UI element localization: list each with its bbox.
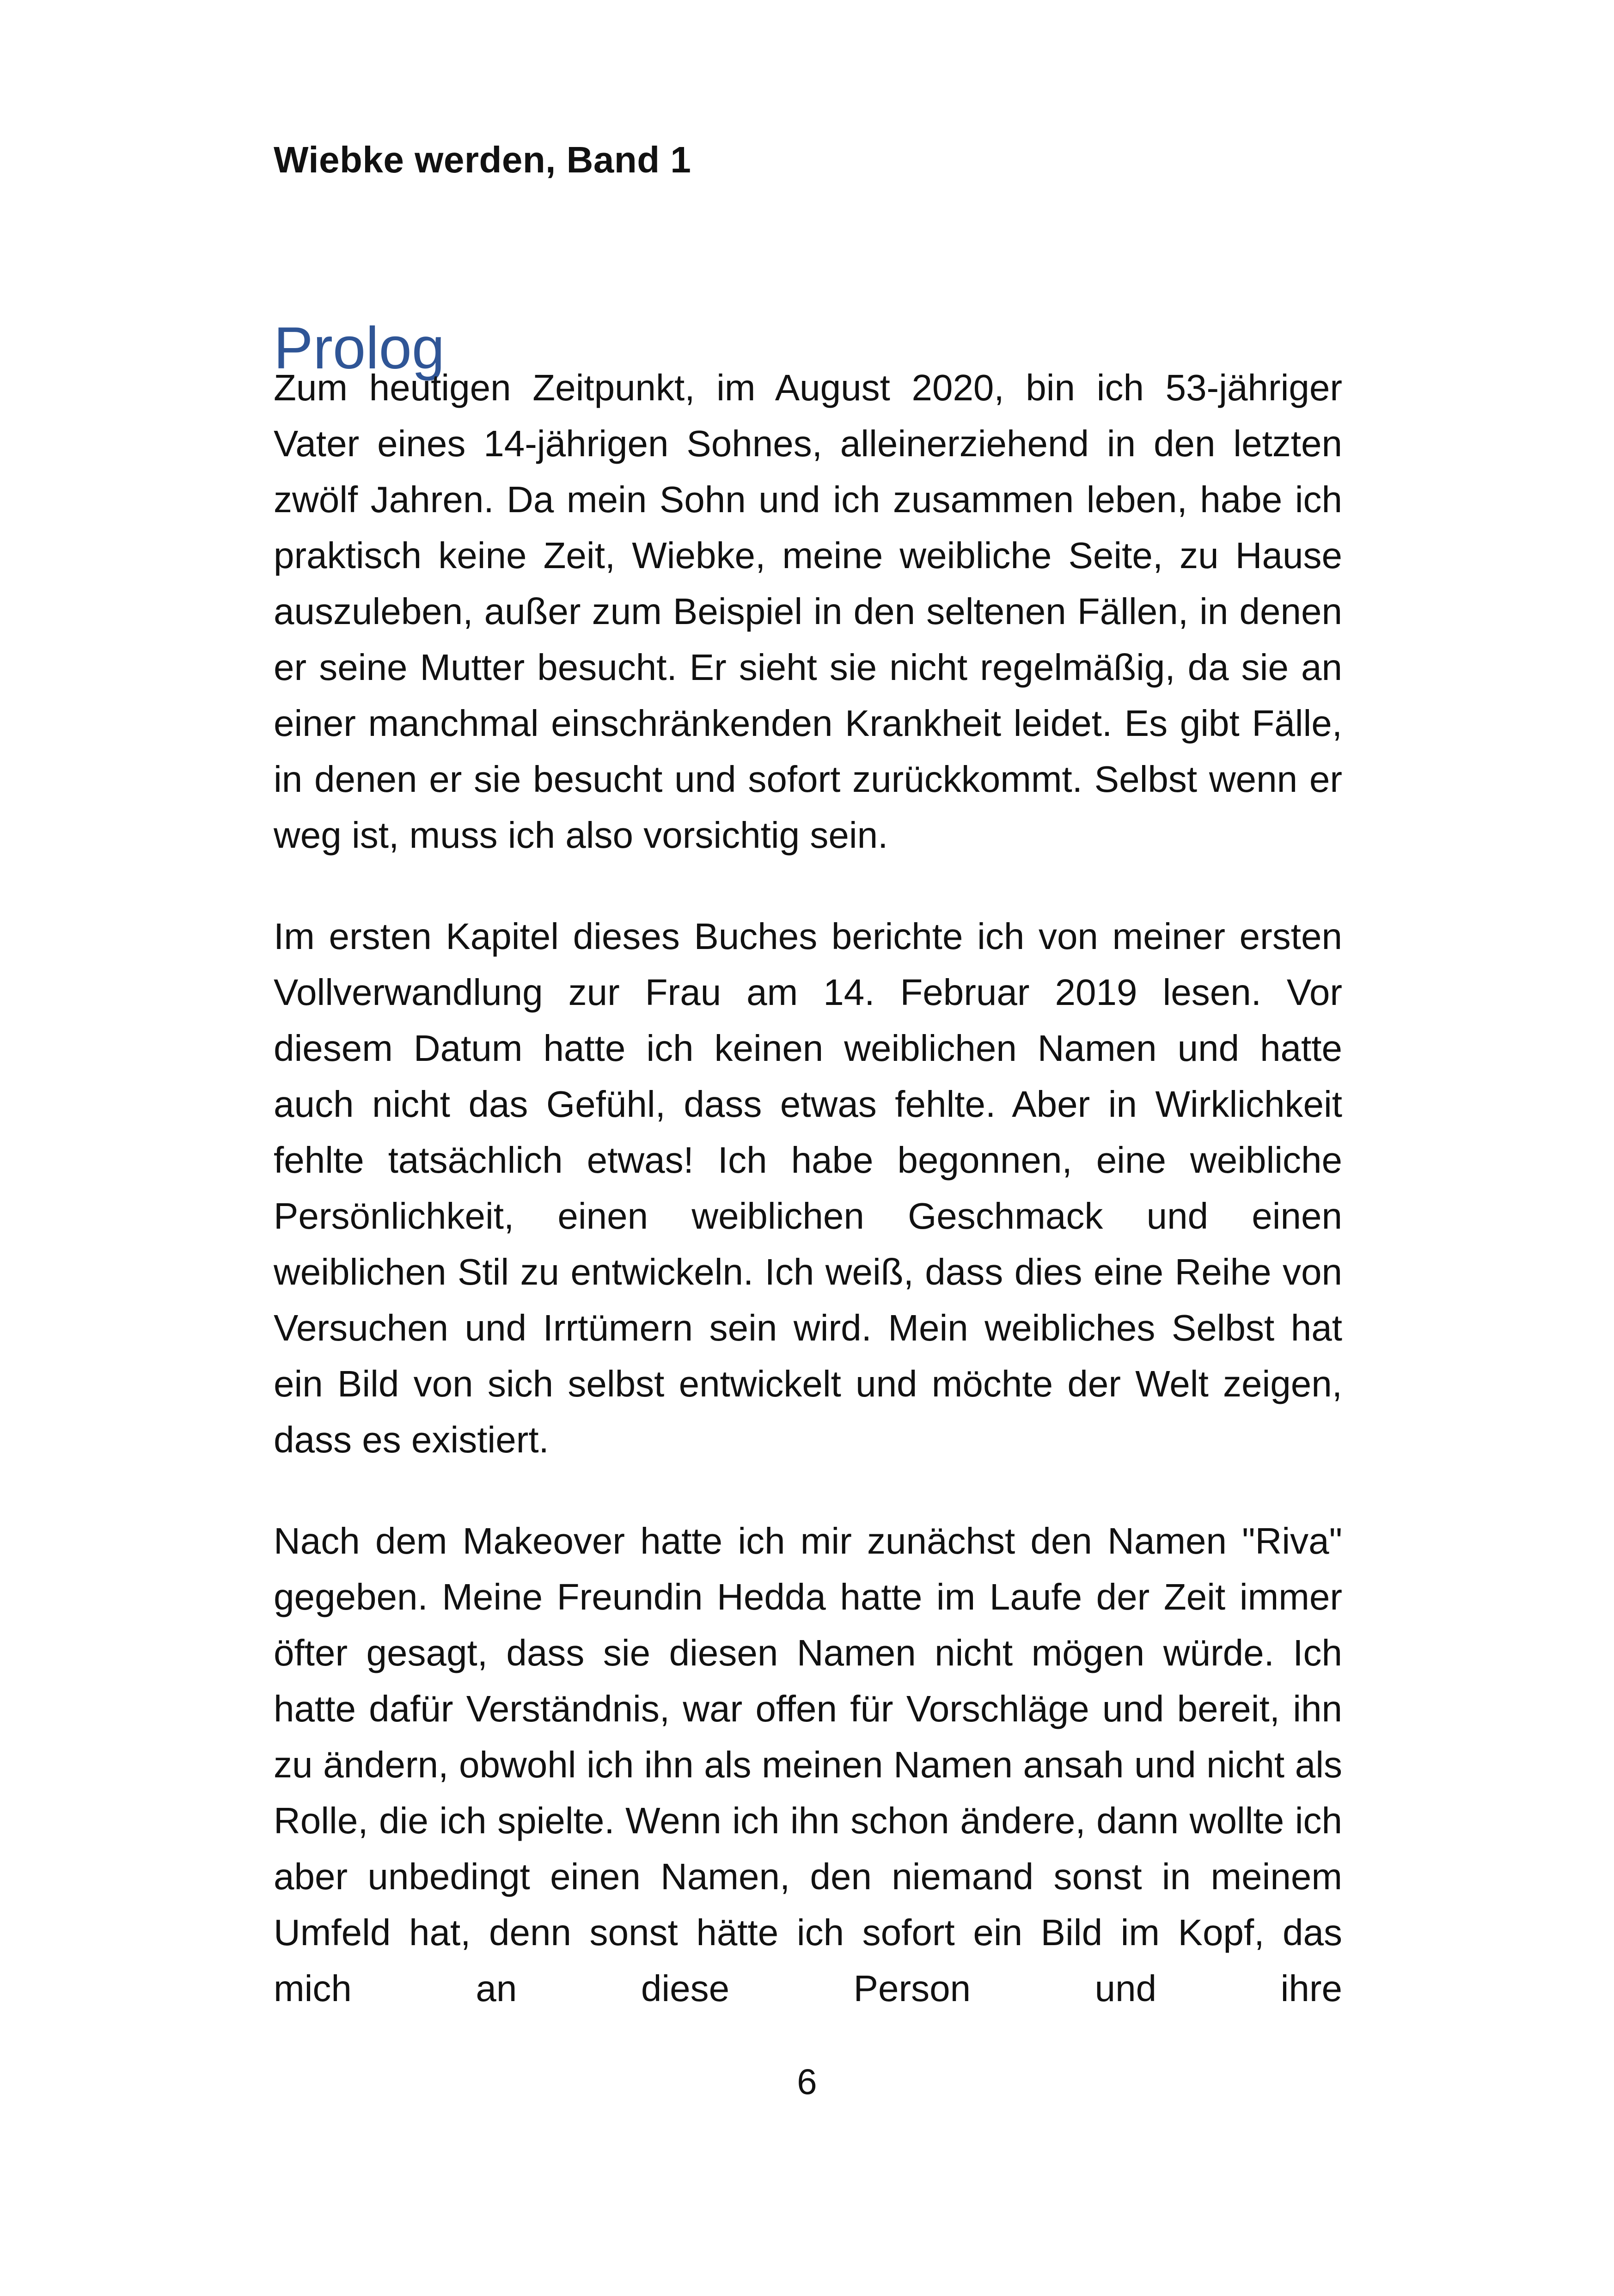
paragraph: Im ersten Kapitel dieses Buches berichte ich von meiner ersten Vollverwandlung zur Frau am 14. Februar 2019 lesen. Vor diesem Datum hatte ich keinen weiblichen Namen und hatte auch nicht das Gefühl, dass etwas fehlte. Aber in Wirklichkeit fehlte tatsächlich etwas! Ich habe begonnen, eine weibliche Persönlichkeit, einen weiblichen Geschmack und einen weiblichen Stil zu entwickeln. Ich weiß, dass dies eine Reihe von Versuchen und Irrtümern sein wird. Mein weibliches Selbst hat ein Bild von sich selbst entwickelt und möchte der Welt zeigen, dass es existiert. xyxy=(274,916,1342,1460)
running-header: Wiebke werden, Band 1 xyxy=(274,139,691,180)
chapter-body xyxy=(274,360,1342,2062)
page-number: 6 xyxy=(797,2061,817,2102)
chapter-title: Prolog xyxy=(274,315,445,381)
paragraph: Nach dem Makeover hatte ich mir zunächst den Namen "Riva" gegeben. Meine Freundin Hedda hatte im Laufe der Zeit immer öfter gesagt, dass sie diesen Namen nicht mögen würde. Ich hatte dafür Verständnis, war offen für Vorschläge und bereit, ihn zu ändern, obwohl ich ihn als meinen Namen ansah und nicht als Rolle, die ich spielte. Wenn ich ihn schon ändere, dann wollte ich aber unbedingt einen Namen, den niemand sonst in meinem Umfeld hat, denn sonst hätte ich sofort ein Bild im Kopf, das mich an diese Person und ihre xyxy=(274,1520,1342,2009)
paragraph: Zum heutigen Zeitpunkt, im August 2020, bin ich 53-jähriger Vater eines 14-jährigen Sohnes, alleinerziehend in den letzten zwölf Jahren. Da mein Sohn und ich zusammen leben, habe ich praktisch keine Zeit, Wiebke, meine weibliche Seite, zu Hause auszuleben, außer zum Beispiel in den seltenen Fällen, in denen er seine Mutter besucht. Er sieht sie nicht regelmäßig, da sie an einer manchmal einschränkenden Krankheit leidet. Es gibt Fälle, in denen er sie besucht und sofort zurückkommt. Selbst wenn er weg ist, muss ich also vorsichtig sein. xyxy=(274,367,1342,856)
